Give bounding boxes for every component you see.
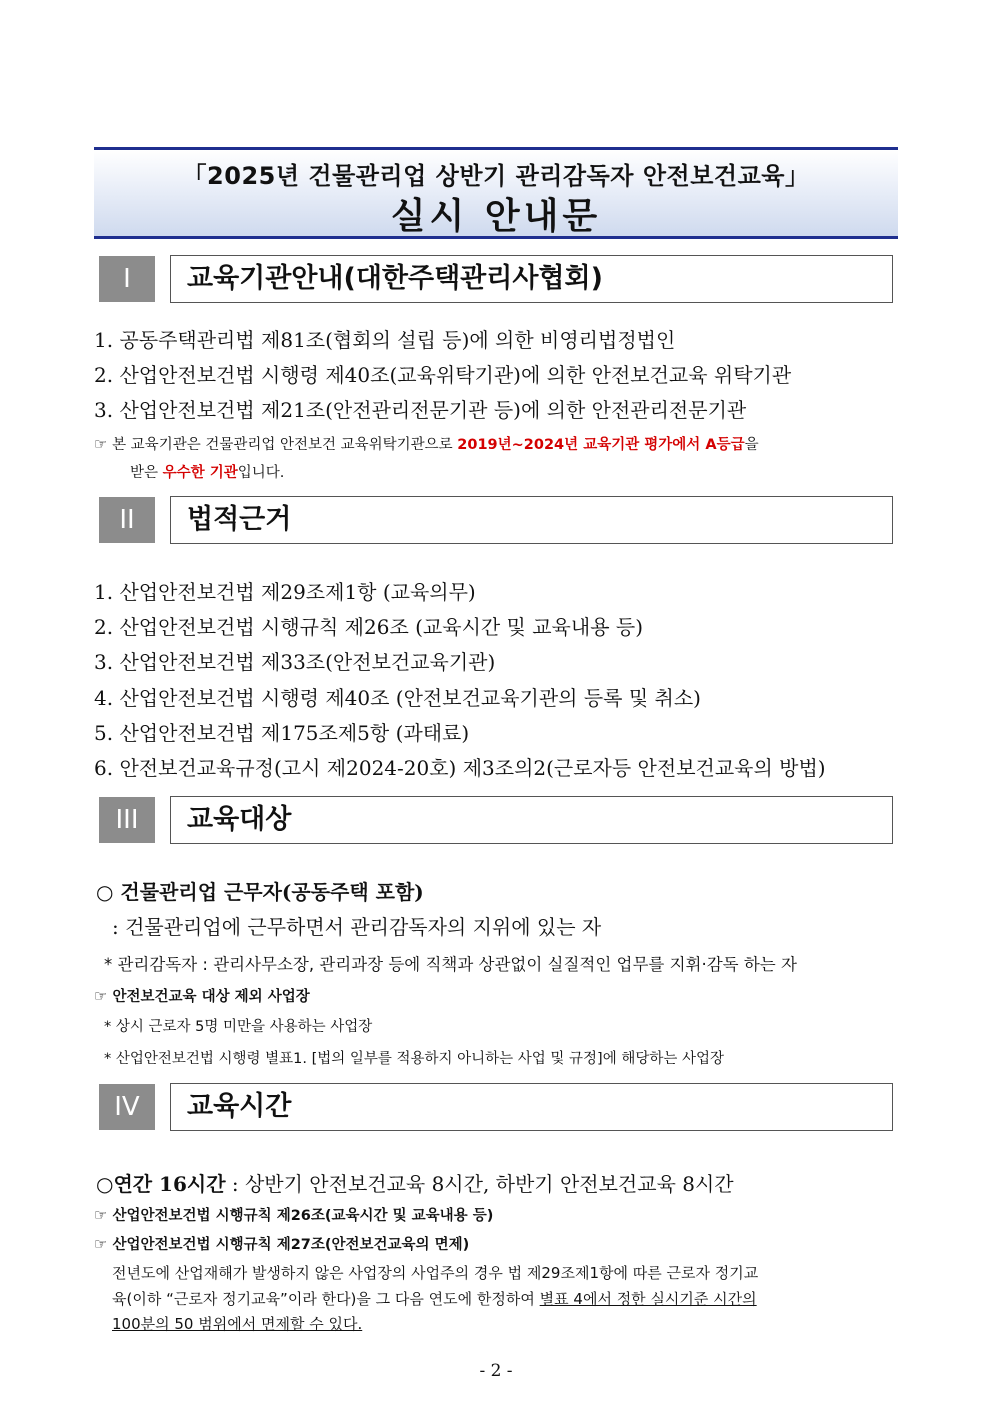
- section-heading-2: 법적근거: [170, 496, 893, 544]
- exemption-paragraph-line2: 육(이하 “근로자 정기교육”이라 한다)을 그 다음 연도에 한정하여 별표 4에서 정한 실시기준 시간의: [112, 1290, 757, 1308]
- target-note: * 관리감독자 : 관리사무소장, 관리과장 등에 직책과 상관없이 실질적인 업무를 지휘·감독 하는 자: [104, 955, 797, 974]
- exemption-paragraph-line1: 전년도에 산업재해가 발생하지 않은 사업장의 사업주의 경우 법 제29조제1항에 따른 근로자 정기교: [112, 1264, 759, 1282]
- pointing-hand-icon: ☞: [94, 1206, 108, 1224]
- list-item: 3. 산업안전보건법 제33조(안전보건교육기관): [94, 650, 496, 674]
- section-heading-3: 교육대상: [170, 796, 893, 844]
- exclusion-item: * 산업안전보건법 시행령 별표1. [법의 일부를 적용하지 아니하는 사업 및 규정]에 해당하는 사업장: [104, 1051, 724, 1067]
- list-item: 4. 산업안전보건법 시행령 제40조 (안전보건교육기관의 등록 및 취소): [94, 686, 701, 710]
- section-number-1: I: [99, 256, 155, 302]
- list-item: 1. 산업안전보건법 제29조제1항 (교육의무): [94, 580, 476, 604]
- target-description: : 건물관리업에 근무하면서 관리감독자의 지위에 있는 자: [112, 915, 602, 939]
- document-subtitle: 실시 안내문: [390, 196, 602, 237]
- list-item: 5. 산업안전보건법 제175조제5항 (과태료): [94, 721, 470, 745]
- section-number-2: II: [99, 497, 155, 543]
- pointing-hand-icon: ☞: [94, 1235, 108, 1253]
- list-item: 1. 공동주택관리법 제81조(협회의 설립 등)에 의한 비영리법정법인: [94, 328, 676, 352]
- section-number-4: IV: [99, 1084, 155, 1130]
- exclusion-title: ☞ 안전보건교육 대상 제외 사업장: [94, 987, 310, 1005]
- education-hours: ○연간 16시간 : 상반기 안전보건교육 8시간, 하반기 안전보건교육 8시간: [96, 1172, 734, 1196]
- rule-reference-1: ☞ 산업안전보건법 시행규칙 제26조(교육시간 및 교육내용 등): [94, 1206, 494, 1224]
- document-title: 「2025년 건물관리업 상반기 관리감독자 안전보건교육」: [182, 162, 810, 190]
- rule-reference-2: ☞ 산업안전보건법 시행규칙 제27조(안전보건교육의 면제): [94, 1235, 470, 1253]
- section-number-3: III: [99, 797, 155, 843]
- institution-note-line2: 받은 우수한 기관입니다.: [130, 465, 285, 481]
- list-item: 2. 산업안전보건법 시행령 제40조(교육위탁기관)에 의한 안전보건교육 위탁기관: [94, 363, 792, 387]
- institution-note-line1: ☞ 본 교육기관은 건물관리업 안전보건 교육위탁기관으로 2019년~2024년 교육기관 평가에서 A등급을: [94, 435, 759, 453]
- section-heading-4: 교육시간: [170, 1083, 893, 1131]
- exclusion-item: * 상시 근로자 5명 미만을 사용하는 사업장: [104, 1019, 373, 1035]
- pointing-hand-icon: ☞: [94, 435, 108, 453]
- title-banner: [94, 147, 898, 239]
- page-number: - 2 -: [479, 1361, 513, 1381]
- list-item: 2. 산업안전보건법 시행규칙 제26조 (교육시간 및 교육내용 등): [94, 615, 643, 639]
- section-heading-1: 교육기관안내(대한주택관리사협회): [170, 255, 893, 303]
- list-item: 6. 안전보건교육규정(고시 제2024-20호) 제3조의2(근로자등 안전보건교육의 방법): [94, 756, 826, 780]
- list-item: 3. 산업안전보건법 제21조(안전관리전문기관 등)에 의한 안전관리전문기관: [94, 398, 747, 422]
- pointing-hand-icon: ☞: [94, 987, 108, 1005]
- target-title: ○ 건물관리업 근무자(공동주택 포함): [96, 880, 424, 904]
- exemption-paragraph-line3: 100분의 50 범위에서 면제할 수 있다.: [112, 1315, 363, 1333]
